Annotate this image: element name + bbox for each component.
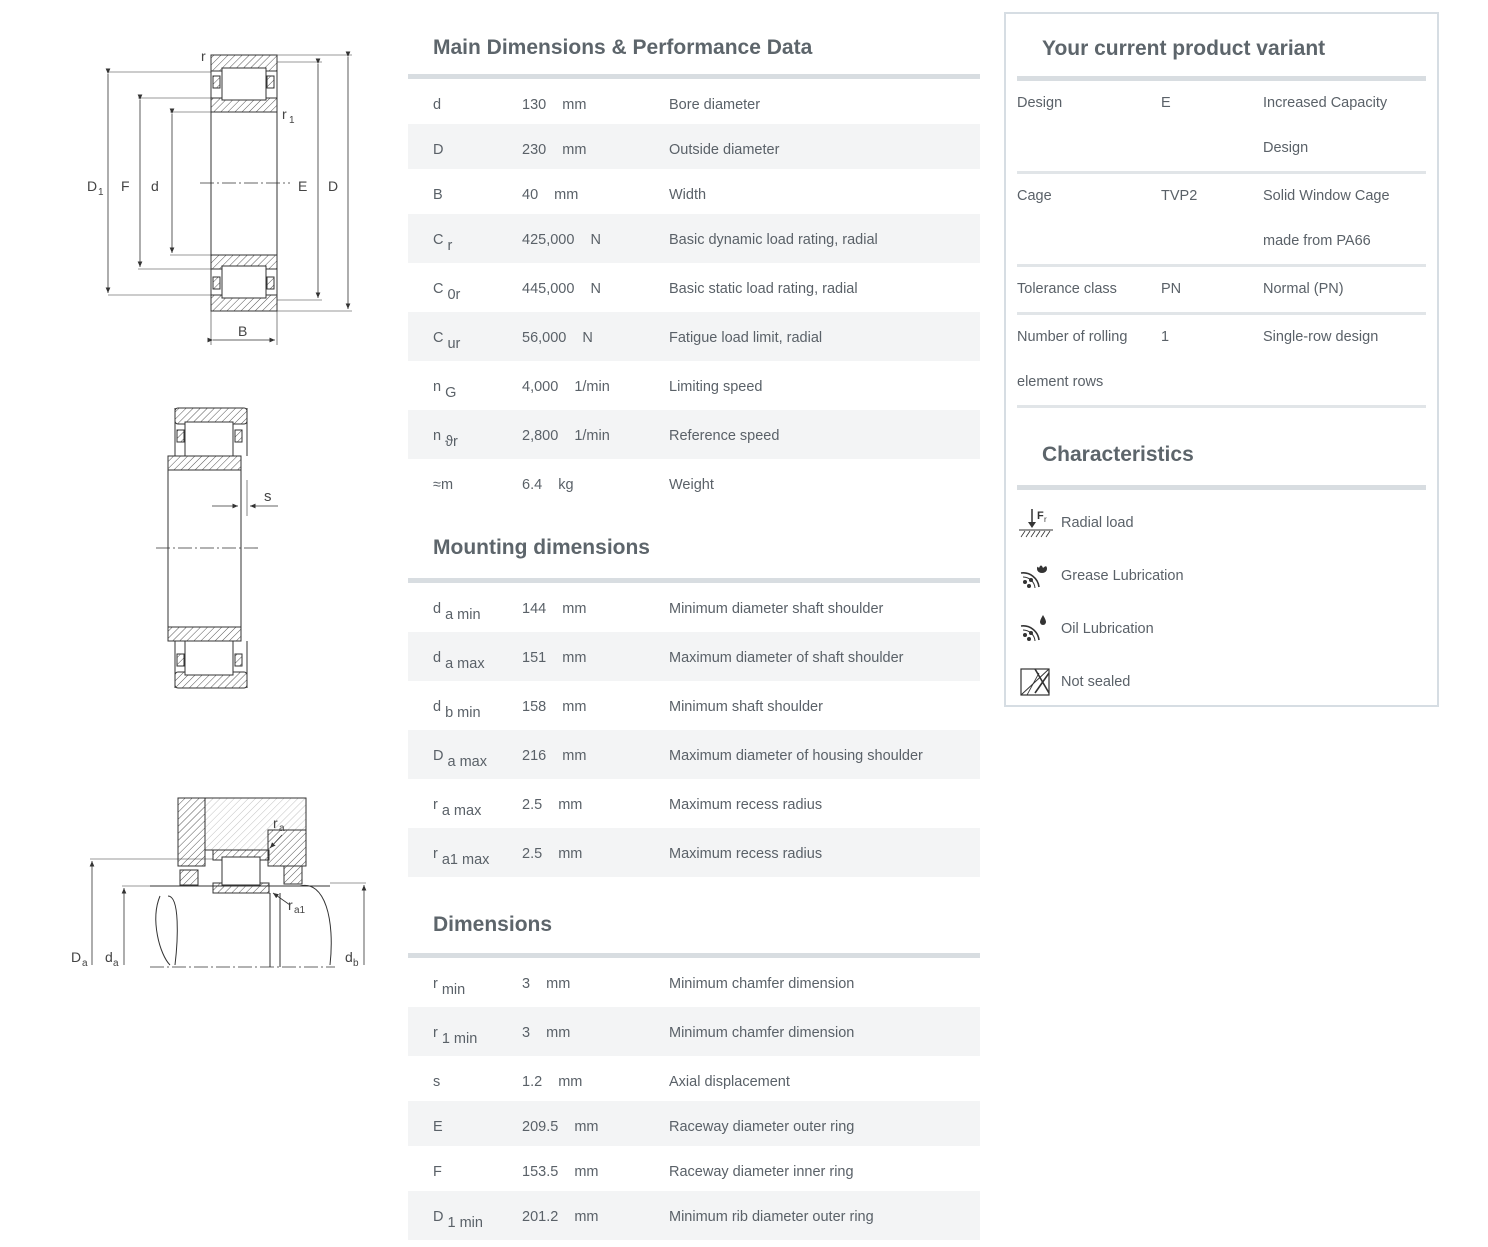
variant-cell: Design — [1017, 95, 1063, 111]
description: Raceway diameter outer ring — [669, 1119, 855, 1135]
table-row — [408, 1056, 980, 1101]
description: Maximum diameter of shaft shoulder — [669, 650, 904, 666]
table-row — [408, 459, 980, 504]
symbol-subscript: a max — [445, 656, 485, 672]
table-row — [408, 583, 980, 632]
characteristic-label: Radial load — [1061, 514, 1134, 531]
variant-cell: Normal (PN) — [1263, 281, 1344, 297]
symbol-subscript: 0r — [447, 287, 461, 303]
characteristic-radial-load — [1017, 496, 1426, 549]
symbol-subscript: ϑr — [445, 434, 458, 450]
symbol — [408, 601, 522, 623]
label-D1-sub: 1 — [98, 187, 104, 198]
description: Axial displacement — [669, 1074, 790, 1090]
symbol-text: n — [433, 379, 442, 395]
characteristics-title: Characteristics — [1042, 443, 1194, 466]
symbol — [408, 797, 522, 819]
characteristic-label: Not sealed — [1061, 673, 1131, 690]
symbol-text: D — [433, 1209, 444, 1225]
description: Reference speed — [669, 428, 780, 444]
variant-cell: Cage — [1017, 188, 1052, 204]
description: Bore diameter — [669, 97, 761, 113]
value: 6.4 kg — [522, 477, 574, 493]
symbol — [408, 976, 522, 998]
description: Minimum chamfer dimension — [669, 976, 855, 992]
variant-cell: PN — [1161, 281, 1182, 297]
variant-cell: Number of rolling element rows — [1017, 329, 1128, 390]
table-row — [408, 312, 980, 361]
symbol-subscript: a max — [441, 803, 482, 819]
value: 2,800 1/min — [522, 428, 610, 444]
table-row — [408, 124, 980, 169]
table-row — [408, 730, 980, 779]
table-row — [408, 79, 980, 124]
symbol-text: r — [433, 797, 438, 813]
symbol-subscript: a max — [447, 754, 487, 770]
value: 425,000 N — [522, 232, 601, 248]
table-row — [408, 828, 980, 877]
value: 153.5 mm — [522, 1164, 599, 1180]
description: Minimum chamfer dimension — [669, 1025, 855, 1041]
label-B: B — [238, 323, 248, 339]
symbol — [408, 1209, 522, 1231]
symbol-text: F — [433, 1164, 442, 1180]
table-row — [408, 1146, 980, 1191]
symbol-text: n — [433, 428, 442, 444]
table-row — [408, 1007, 980, 1056]
label-s: s — [264, 488, 272, 505]
symbol-text: D — [433, 142, 444, 158]
value: 209.5 mm — [522, 1119, 599, 1135]
radial-load-icon — [1017, 506, 1061, 540]
table-row — [408, 361, 980, 410]
description: Basic static load rating, radial — [669, 281, 858, 297]
symbol — [408, 477, 522, 493]
symbol — [408, 379, 522, 401]
value: 144 mm — [522, 601, 587, 617]
variant-cell: E — [1161, 95, 1171, 111]
variant-cell: Increased Capacity Design — [1263, 95, 1388, 156]
value: 151 mm — [522, 650, 587, 666]
symbol — [408, 232, 522, 254]
characteristic-label: Grease Lubrication — [1061, 567, 1184, 584]
description: Fatigue load limit, radial — [669, 330, 823, 346]
value: 201.2 mm — [522, 1209, 599, 1225]
not-sealed-icon — [1017, 665, 1061, 699]
variant-cell: TVP2 — [1161, 188, 1198, 204]
variant-cell: Solid Window Cage made from PA66 — [1263, 188, 1390, 249]
main-dimensions-title: Main Dimensions & Performance Data — [433, 36, 813, 59]
label-ra1-sub: a1 — [294, 905, 306, 916]
symbol-text: d — [433, 650, 442, 666]
symbol — [408, 846, 522, 868]
symbol-subscript: 1 min — [447, 1215, 483, 1231]
specs-column — [408, 0, 980, 1240]
symbol-subscript: r — [447, 238, 453, 254]
symbol-text: r — [433, 976, 438, 992]
table-row — [408, 779, 980, 828]
label-db-sub: b — [353, 958, 359, 969]
symbol — [408, 330, 522, 352]
characteristic-oil-lubrication — [1017, 602, 1426, 655]
label-r1: r — [282, 106, 287, 122]
drawing-mounting — [90, 798, 366, 967]
technical-drawings — [0, 0, 400, 1247]
characteristic-grease-lubrication — [1017, 549, 1426, 602]
symbol — [408, 1074, 522, 1090]
symbol — [408, 1164, 522, 1180]
description: Minimum diameter shaft shoulder — [669, 601, 884, 617]
symbol-text: E — [433, 1119, 443, 1135]
symbol-text: B — [433, 187, 443, 203]
variant-table — [1017, 81, 1426, 408]
symbol — [408, 699, 522, 721]
variant-row — [1017, 174, 1426, 267]
table-row — [408, 410, 980, 459]
table-row — [408, 1191, 980, 1240]
mounting-dimensions-table — [408, 583, 980, 877]
symbol — [408, 1119, 522, 1135]
symbol-text: s — [433, 1074, 441, 1090]
symbol-subscript: min — [441, 982, 466, 998]
symbol-subscript: 1 min — [441, 1031, 478, 1047]
description: Weight — [669, 477, 714, 493]
label-ra: r — [273, 815, 278, 831]
value: 445,000 N — [522, 281, 601, 297]
variant-row — [1017, 81, 1426, 174]
grease-lubrication-icon — [1017, 559, 1061, 593]
label-Da: D — [71, 949, 82, 965]
symbol-text: ≈m — [433, 477, 454, 493]
description: Maximum recess radius — [669, 846, 823, 862]
variant-cell: Single-row design — [1263, 329, 1379, 345]
characteristic-label: Oil Lubrication — [1061, 620, 1154, 637]
label-D1: D — [87, 178, 98, 194]
label-r: r — [201, 48, 206, 64]
value: 3 mm — [522, 1025, 571, 1041]
variant-cell: 1 — [1161, 329, 1170, 345]
symbol-subscript: a1 max — [441, 852, 490, 868]
symbol — [408, 428, 522, 450]
table-row — [408, 632, 980, 681]
table-row — [408, 1101, 980, 1146]
symbol-text: D — [433, 748, 444, 764]
value: 216 mm — [522, 748, 587, 764]
value: 158 mm — [522, 699, 587, 715]
table-row — [408, 958, 980, 1007]
characteristic-not-sealed — [1017, 655, 1426, 708]
symbol-text: d — [433, 601, 442, 617]
variant-row — [1017, 315, 1426, 408]
label-E: E — [298, 178, 308, 194]
label-r1-sub: 1 — [289, 115, 295, 126]
value: 3 mm — [522, 976, 571, 992]
drawing-cross-section — [108, 55, 352, 345]
value: 230 mm — [522, 142, 587, 158]
label-Da-sub: a — [82, 958, 88, 969]
mounting-dimensions-title: Mounting dimensions — [433, 536, 650, 559]
symbol — [408, 97, 522, 113]
symbol-text: r — [433, 846, 438, 862]
main-dimensions-table — [408, 79, 980, 504]
variant-title: Your current product variant — [1042, 37, 1326, 60]
bearing-drawings-svg — [0, 0, 400, 1247]
symbol — [408, 748, 522, 770]
description: Maximum diameter of housing shoulder — [669, 748, 923, 764]
symbol-text: C — [433, 232, 444, 248]
oil-lubrication-icon — [1017, 612, 1061, 646]
variant-row — [1017, 267, 1426, 315]
description: Outside diameter — [669, 142, 780, 158]
symbol-subscript: G — [445, 385, 457, 401]
product-variant-panel — [1004, 12, 1439, 707]
table-row — [408, 169, 980, 214]
drawing-side-view — [156, 408, 278, 688]
label-db: d — [345, 949, 353, 965]
dimensions-table — [408, 958, 980, 1240]
value: 56,000 N — [522, 330, 593, 346]
table-row — [408, 214, 980, 263]
symbol-subscript: ur — [447, 336, 461, 352]
label-ra-sub: a — [279, 823, 285, 834]
symbol — [408, 1025, 522, 1047]
svg-text:r: r — [1044, 514, 1047, 524]
table-row — [408, 681, 980, 730]
value: 2.5 mm — [522, 797, 583, 813]
symbol-text: d — [433, 97, 442, 113]
description: Limiting speed — [669, 379, 763, 395]
description: Basic dynamic load rating, radial — [669, 232, 878, 248]
symbol — [408, 187, 522, 203]
symbol-text: d — [433, 699, 442, 715]
symbol — [408, 281, 522, 303]
label-ra1: r — [288, 897, 293, 913]
description: Width — [669, 187, 707, 203]
label-F: F — [121, 178, 130, 194]
svg-text:F: F — [1037, 509, 1044, 522]
label-D: D — [328, 178, 339, 194]
label-d: d — [151, 178, 159, 194]
symbol-text: r — [433, 1025, 438, 1041]
value: 130 mm — [522, 97, 587, 113]
label-da-sub: a — [113, 958, 119, 969]
symbol-subscript: a min — [445, 607, 481, 623]
value: 40 mm — [522, 187, 579, 203]
symbol — [408, 142, 522, 158]
description: Minimum rib diameter outer ring — [669, 1209, 874, 1225]
label-da: d — [105, 949, 113, 965]
description: Minimum shaft shoulder — [669, 699, 823, 715]
value: 2.5 mm — [522, 846, 583, 862]
symbol-text: C — [433, 281, 444, 297]
value: 4,000 1/min — [522, 379, 610, 395]
symbol — [408, 650, 522, 672]
dimensions-title: Dimensions — [433, 913, 553, 936]
description: Maximum recess radius — [669, 797, 823, 813]
value: 1.2 mm — [522, 1074, 583, 1090]
symbol-text: C — [433, 330, 444, 346]
description: Raceway diameter inner ring — [669, 1164, 854, 1180]
symbol-subscript: b min — [445, 705, 481, 721]
variant-cell: Tolerance class — [1017, 281, 1117, 297]
table-row — [408, 263, 980, 312]
